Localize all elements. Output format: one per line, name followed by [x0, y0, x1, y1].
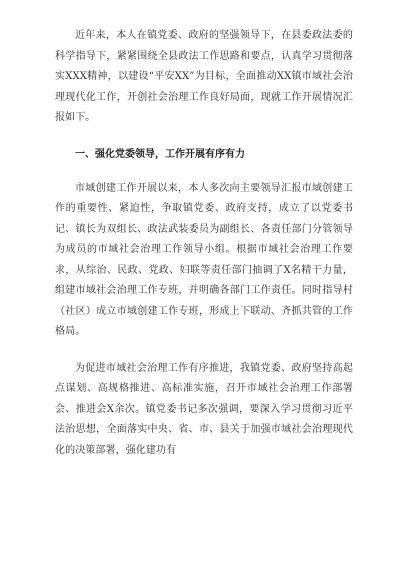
body-paragraph-1: 市域创建工作开展以来，本人多次向主要领导汇报市域创建工作的重要性、紧迫性，争取镇党委、政府支持，成立了以党委书记、镇长为双组长、政法武装委员为副组长、各责任部门分管领导为成员的市域社会治理工作领导小组。根据市域社会治理工作要求，从综治、民政、党政、妇联等责任部门抽调了X名精干力量，组建市域社会治理工作专班，并明确各部门工作责任。同时指导村（社区）成立市域创建工作专班，形成上下联动、齐抓共管的工作格局。: [55, 182, 353, 337]
spacer: [55, 129, 353, 145]
section-heading: 一、强化党委领导，工作开展有序有力: [75, 148, 245, 160]
body-paragraph-2: 为促进市域社会治理工作有序推进，我镇党委、政府坚持高起点谋划、高规格推进、高标准实施，召开市域社会治理工作部署会、推进会X余次。镇党委书记多次强调，要深入学习贯彻习近平法治思想，全面落实中央、省、市、县关于加强市域社会治理现代化的决策部署，强化建功有: [55, 362, 353, 456]
spacer: [55, 165, 353, 179]
intro-paragraph: 近年来，本人在镇党委、政府的坚强领导下，在县委政法委的科学指导下，紧紧围绕全县政法工作思路和要点，认真学习贯彻落实XXX精神，以建设“平安XX”为目标，全面推动XX镇市域社会治理现代化工作，开创社会治理工作良好局面，现就工作开展情况汇报如下。: [55, 30, 353, 123]
spacer: [55, 343, 353, 359]
